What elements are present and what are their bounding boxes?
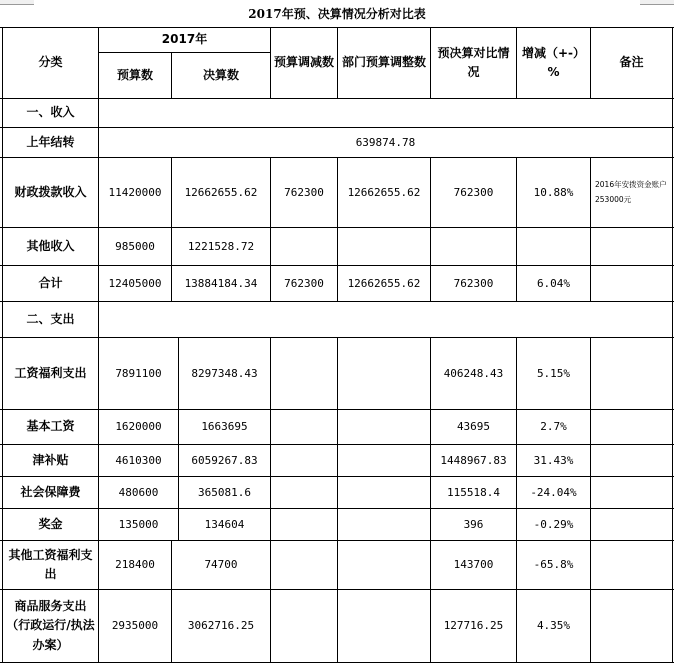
cell-remark: 2016年安拨资金账户253000元 [595,180,667,204]
cell-change-pct: -0.29% [533,517,574,531]
row-label: 合计 [38,275,63,290]
cell-dept-adjust: 12662655.62 [347,185,421,199]
cell-final: 8297348.43 [191,366,258,380]
cell-compare: 762300 [453,276,494,290]
row-label: 财政拨款收入 [14,184,87,199]
cell-final: 3062716.25 [187,619,255,633]
cell-compare: 396 [463,517,484,531]
cell-budget: 985000 [115,239,155,253]
row-carryover-value: 639874.78 [355,135,416,149]
header-dept-adjust: 部门预算调整数 [341,55,426,70]
header-budget-adjust: 预算调减数 [273,55,334,70]
row-label: 其他收入 [26,238,75,253]
cell-change-pct: -24.04% [530,485,577,499]
section-income: 一、收入 [26,105,75,120]
cell-compare: 115518.4 [447,485,500,499]
header-category: 分类 [38,55,63,70]
cell-compare: 127716.25 [443,619,504,633]
cell-budget-adjust: 762300 [284,276,324,290]
row-label: 社会保障费 [20,484,81,499]
cell-final: 134604 [204,517,245,531]
row-label: 奖金 [38,516,63,531]
row-label: 基本工资 [26,419,75,434]
row-label: 商品服务支出（行政运行/执法办案） [6,599,95,652]
header-compare: 预决算对比情况 [437,45,510,79]
cell-change-pct: 2.7% [540,420,567,434]
cell-compare: 406248.43 [443,366,504,380]
row-carryover-label: 上年结转 [26,134,75,149]
cell-budget: 1620000 [115,420,162,434]
header-change-pct: 增减（+-）% [521,45,586,79]
cell-change-pct: 10.88% [533,185,574,199]
row-label: 工资福利支出 [14,365,87,380]
header-year-group: 2017年 [161,32,208,47]
cell-final: 13884184.34 [184,276,258,290]
cell-budget: 12405000 [108,276,162,290]
row-label: 津补贴 [32,452,69,467]
cell-budget: 2935000 [111,619,159,633]
cell-change-pct: 5.15% [536,366,571,380]
cell-change-pct: 6.04% [536,276,571,290]
cell-budget-adjust: 762300 [284,185,324,199]
cell-final: 12662655.62 [184,185,258,199]
cell-change-pct: 31.43% [533,453,574,467]
cell-final: 6059267.83 [191,453,258,467]
cell-budget: 11420000 [108,185,162,199]
cell-budget: 218400 [115,558,155,572]
header-final: 决算数 [202,67,239,82]
cell-final: 74700 [204,558,238,572]
cell-compare: 143700 [453,558,494,572]
row-label: 其他工资福利支出 [8,547,93,581]
cell-dept-adjust: 12662655.62 [347,276,421,290]
page-title: 2017年预、决算情况分析对比表 [248,7,426,21]
cell-compare: 1448967.83 [440,453,507,467]
cell-budget: 480600 [118,485,159,499]
cell-budget: 135000 [118,517,159,531]
cell-budget: 7891100 [115,366,162,380]
section-expense: 二、支出 [26,311,75,326]
cell-final: 365081.6 [198,485,251,499]
cell-change-pct: -65.8% [533,558,574,572]
cell-final: 1663695 [201,420,248,434]
cell-budget: 4610300 [115,453,162,467]
header-budget: 预算数 [116,67,153,82]
cell-compare: 43695 [456,420,491,434]
cell-change-pct: 4.35% [536,619,571,633]
cell-final: 1221528.72 [187,239,255,253]
header-remarks: 备注 [619,55,644,70]
cell-compare: 762300 [453,185,494,199]
